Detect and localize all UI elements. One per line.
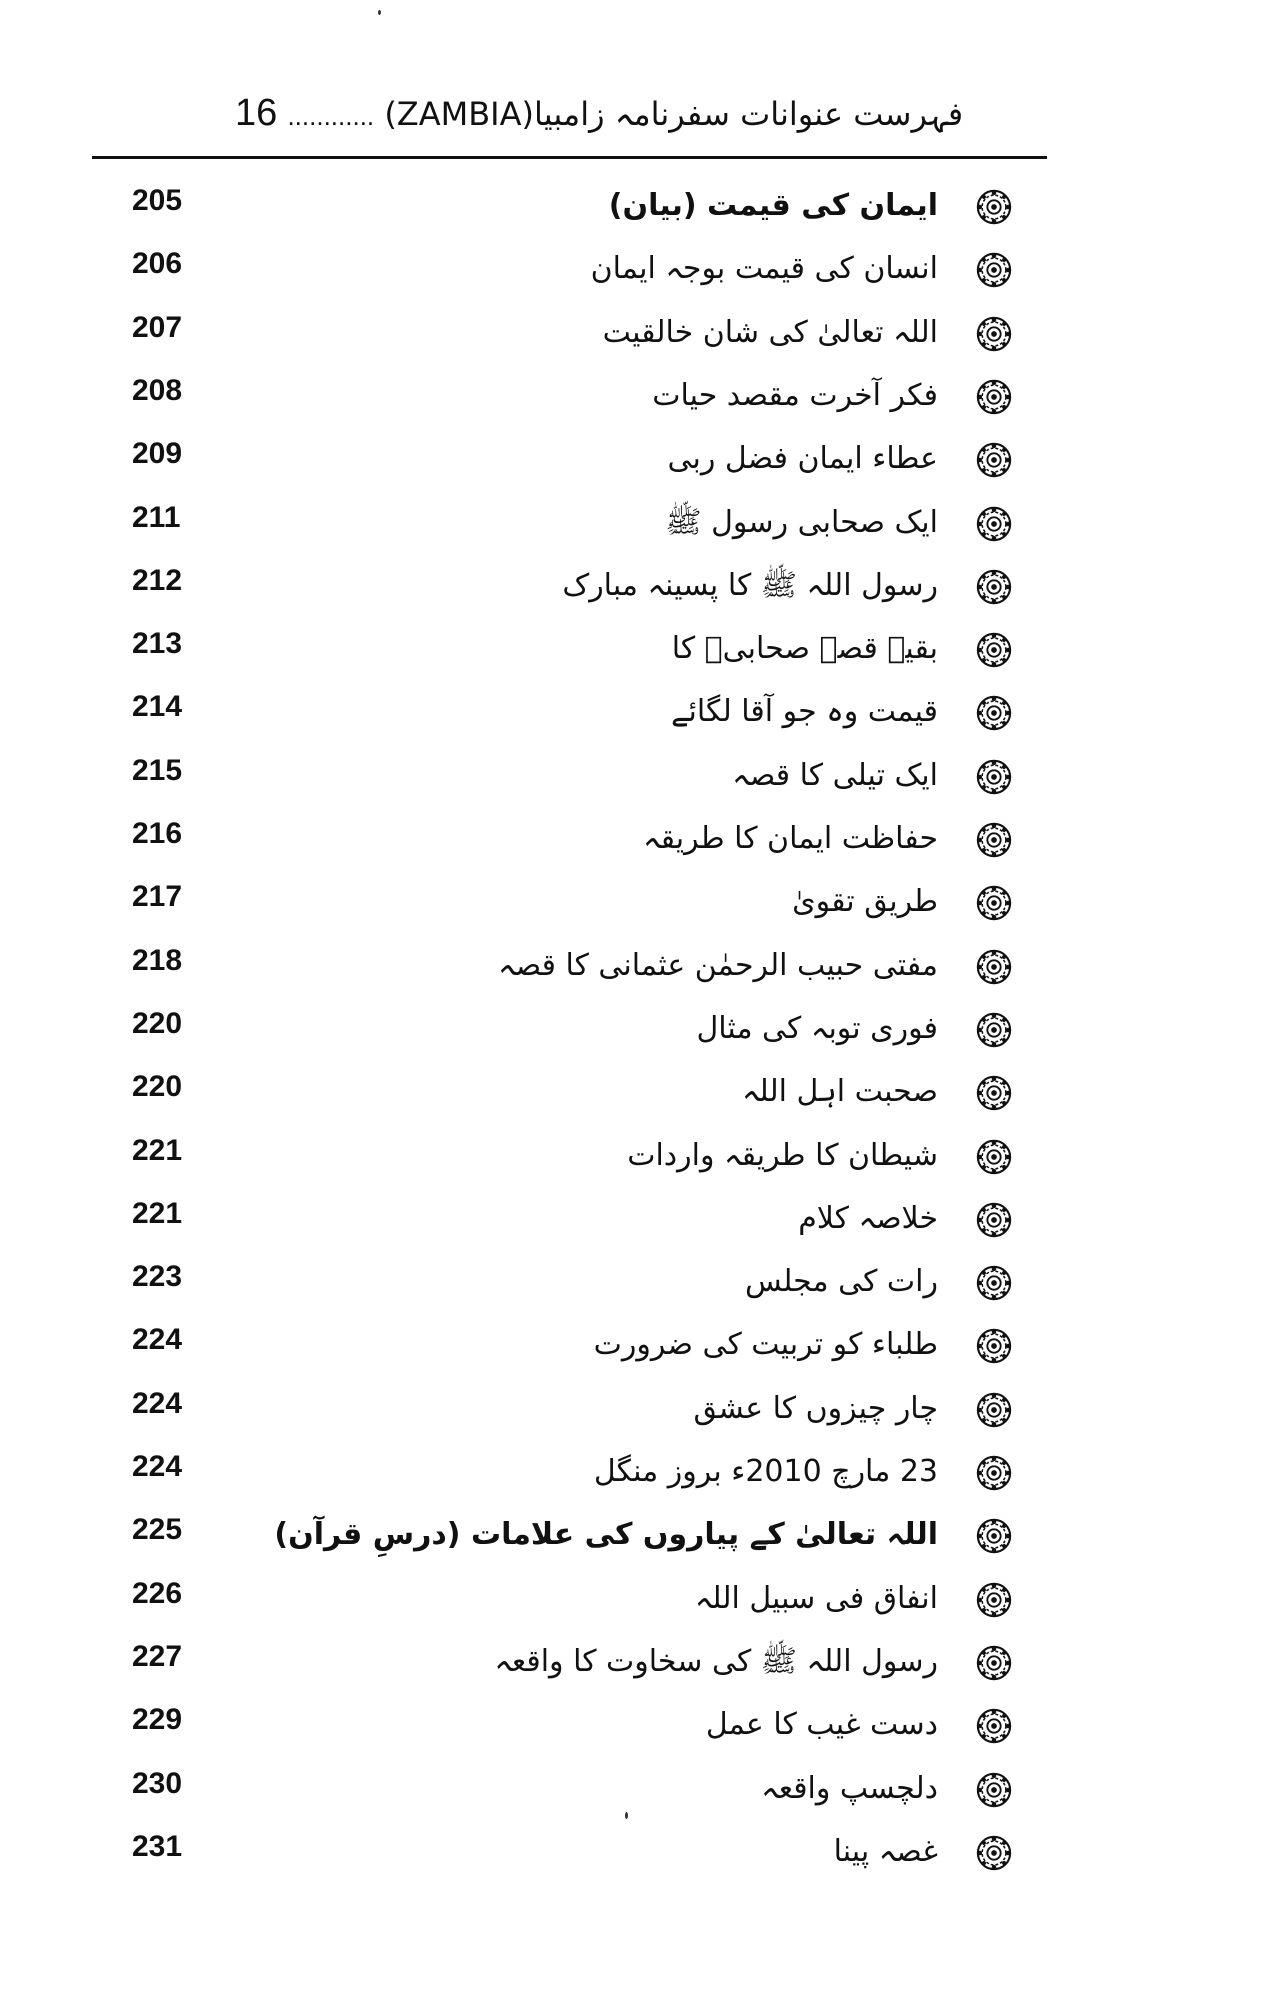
- toc-entry-title: ایک صحابی رسول ﷺ: [665, 504, 938, 540]
- toc-entry-title: رسول اللہ ﷺ کا پسینہ مبارک: [562, 567, 938, 603]
- toc-entry-title: اللہ تعالیٰ کی شان خالقیت: [602, 314, 938, 350]
- toc-entry-title: شیطان کا طریقہ واردات: [627, 1137, 938, 1173]
- flower-ornament-icon: [975, 758, 1013, 796]
- toc-entry-title: مفتی حبیب الرحمٰن عثمانی کا قصہ: [498, 947, 938, 983]
- flower-ornament-icon: [975, 1011, 1013, 1049]
- toc-page-number: 220: [132, 1070, 183, 1104]
- toc-entry: [0, 936, 1273, 999]
- flower-ornament-icon: [975, 1581, 1013, 1619]
- toc-entry-title: قیمت وہ جو آقا لگائے: [670, 694, 938, 730]
- toc-entry-title: دلچسپ واقعہ: [761, 1770, 938, 1806]
- flower-ornament-icon: [975, 1264, 1013, 1302]
- toc-page-number: 221: [132, 1133, 183, 1167]
- toc-entry-title: ایمان کی قیمت (بیان): [608, 188, 938, 223]
- toc-entry: [0, 682, 1273, 745]
- toc-page-number: 213: [132, 627, 183, 661]
- toc-page-number: 205: [132, 184, 183, 217]
- toc-page-number: 231: [132, 1829, 183, 1863]
- toc-page-number: 224: [132, 1323, 183, 1357]
- running-header: [235, 92, 964, 152]
- header-rule: [92, 156, 1047, 159]
- header-leader-dots: ............: [287, 101, 375, 131]
- toc-entry: [0, 1632, 1273, 1695]
- flower-ornament-icon: [975, 251, 1013, 289]
- toc-entry: [0, 1315, 1273, 1378]
- toc-entry: [0, 1822, 1273, 1885]
- toc-entry-title: انسان کی قیمت بوجہ ایمان: [590, 251, 938, 287]
- flower-ornament-icon: [975, 1834, 1013, 1872]
- flower-ornament-icon: [975, 441, 1013, 479]
- toc-page-number: 223: [132, 1260, 183, 1294]
- toc-page-number: 224: [132, 1450, 183, 1483]
- toc-entry-title: دست غیب کا عمل: [705, 1707, 938, 1743]
- toc-page-number: 208: [132, 373, 183, 407]
- flower-ornament-icon: [975, 821, 1013, 859]
- toc-page-number: 217: [132, 880, 183, 914]
- flower-ornament-icon: [975, 315, 1013, 353]
- toc-page-number: 212: [132, 563, 183, 597]
- toc-page-number: 209: [132, 437, 183, 471]
- toc-entry-title: رات کی مجلس: [744, 1264, 938, 1300]
- toc-page-number: 221: [132, 1196, 183, 1230]
- toc-entry: [0, 1379, 1273, 1442]
- toc-entry-title: غصہ پینا: [833, 1833, 938, 1869]
- flower-ornament-icon: [975, 631, 1013, 669]
- toc-entry: [0, 176, 1273, 239]
- toc-entry: [0, 1062, 1273, 1125]
- flower-ornament-icon: [975, 568, 1013, 606]
- toc-entry: [0, 493, 1273, 556]
- toc-page-number: 226: [132, 1576, 183, 1610]
- toc-entry-title: خلاصہ کلام: [798, 1200, 938, 1236]
- flower-ornament-icon: [975, 1327, 1013, 1365]
- toc-entry-title: طریق تقویٰ: [792, 884, 938, 920]
- flower-ornament-icon: [975, 1138, 1013, 1176]
- toc-entry: [0, 1695, 1273, 1758]
- flower-ornament-icon: [975, 1517, 1013, 1555]
- toc-page-number: 207: [132, 310, 183, 344]
- flower-ornament-icon: [975, 1644, 1013, 1682]
- toc-entry: [0, 1126, 1273, 1189]
- flower-ornament-icon: [975, 1074, 1013, 1112]
- toc-entry-title: حفاظت ایمان کا طریقہ: [643, 821, 938, 856]
- flower-ornament-icon: [975, 1454, 1013, 1492]
- flower-ornament-icon: [975, 948, 1013, 986]
- toc-page-number: 214: [132, 690, 183, 724]
- toc-page-number: 215: [132, 753, 183, 787]
- toc-entry: [0, 1442, 1273, 1505]
- toc-entry-title: فکر آخرت مقصد حیات: [652, 377, 938, 413]
- toc-entry: [0, 872, 1273, 935]
- header-title: فہرست عنوانات سفرنامہ زامبیا(ZAMBIA): [384, 95, 964, 133]
- toc-entry-title: فوری توبہ کی مثال: [696, 1010, 938, 1046]
- flower-ornament-icon: [975, 505, 1013, 543]
- toc-entry: [0, 999, 1273, 1062]
- toc-page-number: 224: [132, 1386, 183, 1420]
- toc-entry-title: صحبت اہل اللہ: [741, 1074, 938, 1110]
- toc-entry-title: طلباء کو تربیت کی ضرورت: [593, 1327, 938, 1363]
- toc-entry-title: 23 مارچ 2010ء بروز منگل: [593, 1454, 938, 1489]
- toc-entry-title: چار چیزوں کا عشق: [693, 1390, 938, 1426]
- flower-ornament-icon: [975, 884, 1013, 922]
- toc-page-number: 220: [132, 1006, 183, 1040]
- print-speck: [625, 1812, 628, 1819]
- toc-entry-title: عطاء ایمان فضل ربی: [667, 441, 938, 477]
- toc-page-number: 206: [132, 247, 183, 281]
- toc-page-number: 230: [132, 1766, 183, 1800]
- toc-entry-title: ایک تیلی کا قصہ: [732, 757, 938, 793]
- toc-entry: [0, 619, 1273, 682]
- toc-entry: [0, 809, 1273, 872]
- toc-entry: [0, 303, 1273, 366]
- toc-entry: [0, 1252, 1273, 1315]
- toc-entry: [0, 1569, 1273, 1632]
- toc-entry-title: انفاق فی سبیل اللہ: [694, 1580, 938, 1616]
- toc-page-number: 218: [132, 943, 183, 977]
- flower-ornament-icon: [975, 188, 1013, 226]
- toc-entry: [0, 239, 1273, 302]
- flower-ornament-icon: [975, 1201, 1013, 1239]
- toc-page-number: 225: [132, 1513, 183, 1547]
- toc-entry: [0, 746, 1273, 809]
- toc-page-number: 227: [132, 1639, 183, 1673]
- print-speck: [378, 10, 381, 15]
- toc-page-number: 229: [132, 1703, 183, 1737]
- toc-entry: [0, 429, 1273, 492]
- toc-entry: [0, 1759, 1273, 1822]
- toc-entry-title: بقیہ قصہ صحابیؓ کا: [671, 631, 938, 667]
- flower-ornament-icon: [975, 694, 1013, 732]
- toc-entry: [0, 556, 1273, 619]
- toc-entry: [0, 1189, 1273, 1252]
- toc-entry-title: رسول اللہ ﷺ کی سخاوت کا واقعہ: [494, 1643, 938, 1679]
- flower-ornament-icon: [975, 1707, 1013, 1745]
- flower-ornament-icon: [975, 1391, 1013, 1429]
- toc-entry: [0, 366, 1273, 429]
- flower-ornament-icon: [975, 1771, 1013, 1809]
- toc-page-number: 216: [132, 817, 183, 850]
- header-page-number: 16: [235, 92, 278, 134]
- toc-entry: [0, 1505, 1273, 1568]
- flower-ornament-icon: [975, 378, 1013, 416]
- toc-page-number: 211: [132, 500, 181, 534]
- toc-entry-title: اللہ تعالیٰ کے پیاروں کی علامات (درسِ قرآن): [274, 1517, 938, 1553]
